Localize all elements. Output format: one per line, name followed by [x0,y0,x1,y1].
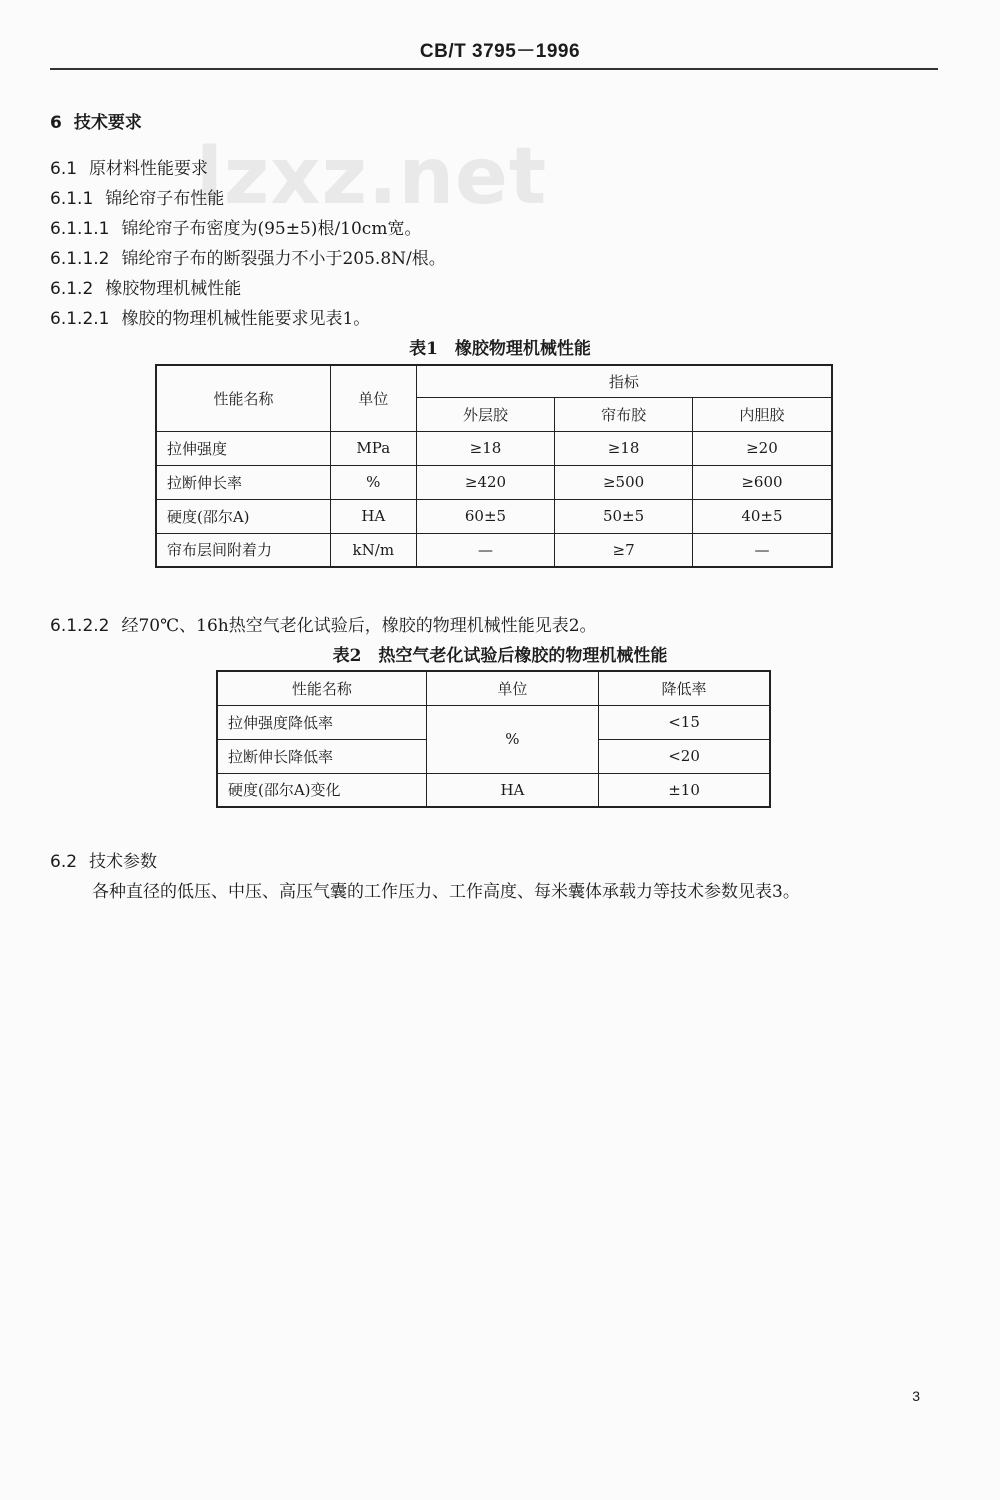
section-number: 6.1.1 [50,189,94,209]
clause-text: 橡胶的物理机械性能要求见表1。 [121,309,371,329]
clause-number: 6.1.1.2 [50,249,110,269]
table-cell-outer: — [416,533,555,567]
table-1-header-index: 指标 [416,365,832,397]
table-cell-unit: HA [426,773,598,807]
section-6-heading [50,108,142,133]
table-2-caption: 表2 热空气老化试验后橡胶的物理机械性能 [332,646,668,666]
table-cell-cord: ≥7 [555,533,693,567]
section-number: 6.1.2 [50,279,94,299]
section-number: 6 [50,113,62,133]
table-row [156,499,832,533]
table-cell-unit: % [330,465,416,499]
section-6-2-text: 各种直径的低压、中压、高压气囊的工作压力、工作高度、每米囊体承载力等技术参数见表3。 [92,882,800,902]
section-number: 6.1 [50,159,78,179]
section-title: 技术参数 [89,852,158,872]
table-cell-inner: 40±5 [692,499,832,533]
table-cell-rate: ±10 [599,773,770,807]
table-1 [155,364,833,568]
section-title: 原材料性能要求 [89,159,209,179]
header-divider [50,68,938,70]
table-cell-name: 硬度(邵尔A)变化 [217,773,426,807]
table-row [217,773,770,807]
clause-number: 6.1.2.1 [50,309,110,329]
table-cell-name: 拉伸强度 [156,431,330,465]
section-number: 6.2 [50,852,78,872]
table-cell-unit: MPa [330,431,416,465]
clause-number: 6.1.1.1 [50,219,110,239]
table-cell-outer: 60±5 [416,499,555,533]
watermark: lzxz.net [196,132,548,222]
table-cell-name: 拉断伸长降低率 [217,739,426,773]
clause-text: 经70℃、16h热空气老化试验后，橡胶的物理机械性能见表2。 [121,616,597,636]
clause-6-1-1-1 [50,214,421,239]
table-cell-name: 帘布层间附着力 [156,533,330,567]
table-cell-inner: ≥20 [692,431,832,465]
section-6-1-1-heading [50,184,224,209]
clause-text: 锦纶帘子布的断裂强力不小于205.8N/根。 [121,249,446,269]
table-1-caption: 表1 橡胶物理机械性能 [409,339,591,359]
section-6-1-2-heading [50,274,241,299]
page-number: 3 [912,1388,920,1404]
section-6-1-heading [50,154,208,179]
clause-6-1-2-2 [50,611,597,636]
table-cell-cord: 50±5 [555,499,693,533]
table-2-header-unit: 单位 [426,671,598,705]
table-cell-name: 硬度(邵尔A) [156,499,330,533]
section-6-2-heading [50,847,157,872]
table-cell-outer: ≥420 [416,465,555,499]
clause-6-1-2-1 [50,304,370,329]
section-title: 锦纶帘子布性能 [105,189,225,209]
table-cell-unit: kN/m [330,533,416,567]
table-cell-unit: % [426,705,598,773]
table-cell-cord: ≥18 [555,431,693,465]
table-cell-rate: <20 [599,739,770,773]
table-cell-inner: ≥600 [692,465,832,499]
section-title: 橡胶物理机械性能 [105,279,242,299]
table-1-header-name: 性能名称 [156,365,330,431]
table-1-header-outer: 外层胶 [416,397,555,431]
clause-text: 锦纶帘子布密度为(95±5)根/10cm宽。 [121,219,422,239]
clause-number: 6.1.2.2 [50,616,110,636]
table-row [217,705,770,739]
section-title: 技术要求 [73,113,142,133]
table-1-header-inner: 内胆胶 [692,397,832,431]
table-2-header-rate: 降低率 [599,671,770,705]
table-cell-name: 拉伸强度降低率 [217,705,426,739]
table-row [156,465,832,499]
table-cell-inner: — [692,533,832,567]
table-row [156,533,832,567]
standard-code: CB/T 3795－1996 [419,41,581,62]
table-row [156,431,832,465]
table-cell-name: 拉断伸长率 [156,465,330,499]
table-cell-outer: ≥18 [416,431,555,465]
table-2-header-name: 性能名称 [217,671,426,705]
table-cell-rate: <15 [599,705,770,739]
table-cell-unit: HA [330,499,416,533]
table-cell-cord: ≥500 [555,465,693,499]
clause-6-1-1-2 [50,244,446,269]
table-2 [216,670,771,808]
table-1-header-cord: 帘布胶 [555,397,693,431]
table-1-header-unit: 单位 [330,365,416,431]
